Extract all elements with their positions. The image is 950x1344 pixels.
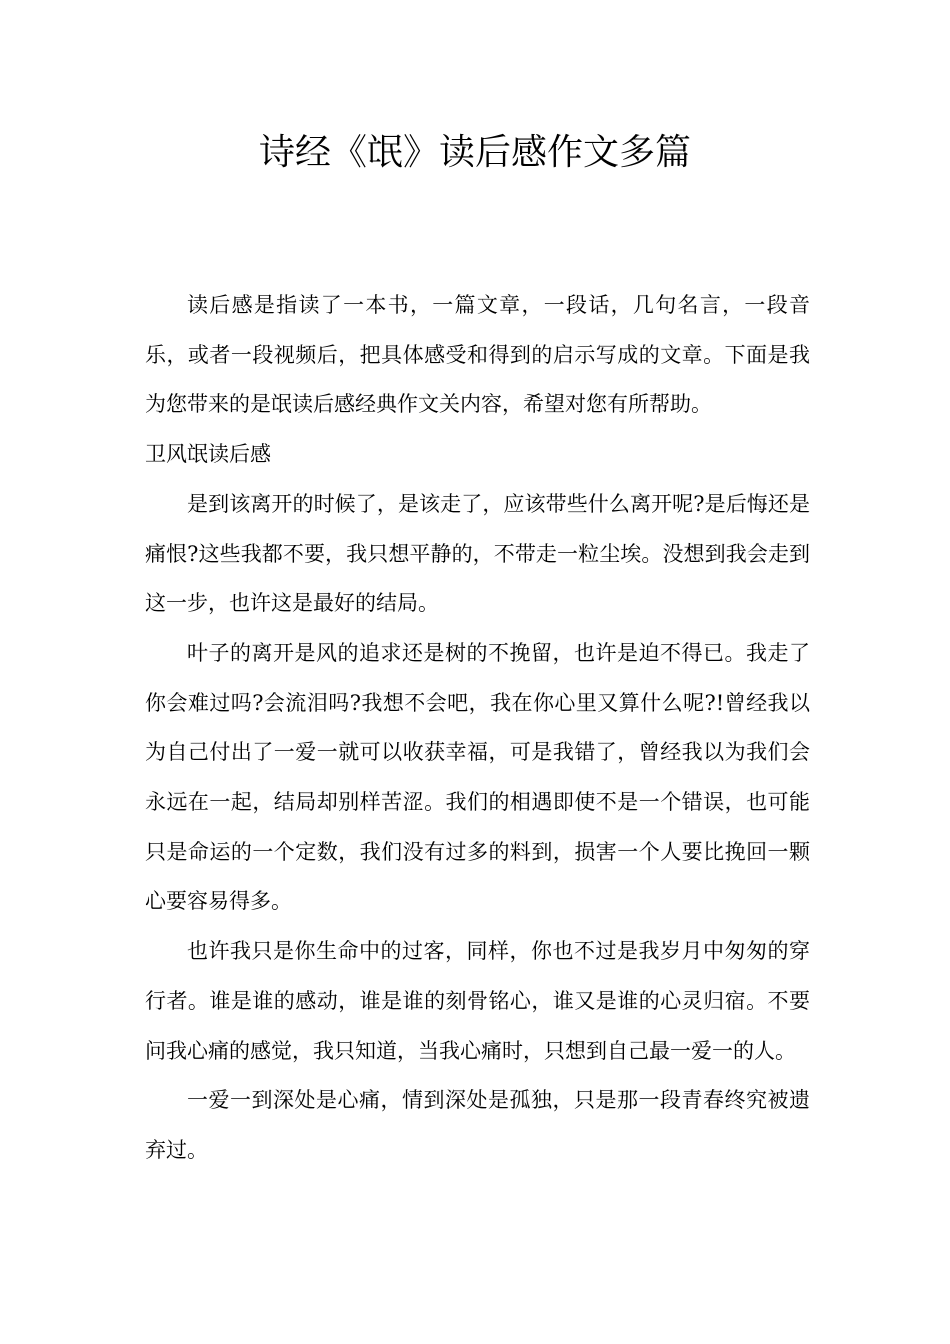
paragraph: 叶子的离开是风的追求还是树的不挽留，也许是迫不得已。我走了你会难过吗?会流泪吗?我想不会吧，我在你心里又算什么呢?!曾经我以为自己付出了一爱一就可以收获幸福，可是我错了，曾经我以为我们会永远在一起，结局却别样苦涩。我们的相遇即使不是一个错误，也可能只是命运的一个定数，我们没有过多的料到，损害一个人要比挽回一颗心要容易得多。 [145, 640, 810, 914]
document-title: 诗经《氓》读后感作文多篇 [258, 132, 691, 173]
document-body [145, 281, 810, 1176]
paragraph-intro: 读后感是指读了一本书，一篇文章，一段话，几句名言，一段音乐，或者一段视频后，把具体感受和得到的启示写成的文章。下面是我为您带来的是氓读后感经典作文关内容，希望对您有所帮助。 [145, 293, 810, 417]
paragraph: 一爱一到深处是心痛，情到深处是孤独，只是那一段青春终究被遗弃过。 [145, 1088, 810, 1162]
paragraph: 是到该离开的时候了，是该走了，应该带些什么离开呢?是后悔还是痛恨?这些我都不要，我只想平静的，不带走一粒尘埃。没想到我会走到这一步，也许这是最好的结局。 [145, 491, 810, 616]
paragraph: 也许我只是你生命中的过客，同样，你也不过是我岁月中匆匆的穿行者。谁是谁的感动，谁是谁的刻骨铭心，谁又是谁的心灵归宿。不要问我心痛的感觉，我只知道，当我心痛时，只想到自己最一爱一的人。 [145, 939, 810, 1063]
section-heading: 卫风氓读后感 [145, 442, 271, 467]
